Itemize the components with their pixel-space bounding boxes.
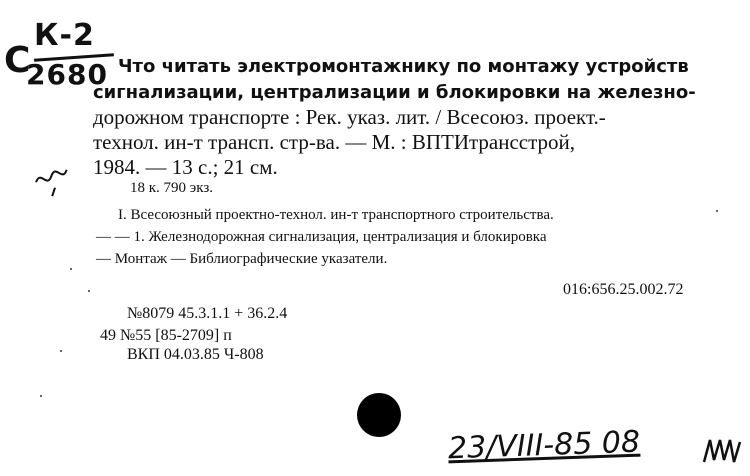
initials-mark — [700, 432, 744, 468]
speck — [70, 268, 72, 270]
description-line-3: 1984. — 13 с.; 21 см. — [93, 155, 278, 179]
call-number-prefix: С — [4, 40, 31, 81]
code-line-2: 49 №55 [85-2709] п — [100, 327, 232, 344]
udc-code: 016:656.25.002.72 — [563, 281, 684, 298]
tracing-line-1: I. Всесоюзный проектно-технол. ин-т транспортного строительства. — [118, 207, 554, 223]
speck — [40, 395, 42, 397]
description-line-1: дорожном транспорте : Рек. указ. лит. / Всесоюз. проект.- — [93, 105, 606, 129]
edition-info: 18 к. 790 экз. — [130, 180, 213, 196]
tracing-line-2: — — 1. Железнодорожная сигнализация, централизация и блокировка — [96, 229, 547, 245]
code-line-1: №8079 45.3.1.1 + 36.2.4 — [127, 305, 288, 322]
speck — [60, 350, 62, 352]
margin-scribble-mark — [29, 155, 74, 200]
tracing-line-3: — Монтаж — Библиографические указатели. — [96, 251, 388, 267]
description-line-2: технол. ин-т трансп. стр-ва. — М. : ВПТИтрансстрой, — [93, 130, 576, 154]
call-number-bottom: 2680 — [26, 58, 108, 91]
margin-scribble — [29, 155, 75, 205]
code-line-3: ВКП 04.03.85 Ч-808 — [127, 346, 264, 363]
punch-hole — [357, 393, 401, 437]
handwritten-initials — [700, 432, 744, 476]
handwritten-date: 23/VIII-85 08 — [447, 424, 641, 467]
title-line-1: Что читать электромонтажнику по монтажу устройств — [118, 56, 689, 77]
speck — [716, 210, 718, 212]
title-line-2: сигнализации, централизации и блокировки на железно- — [93, 82, 696, 103]
call-number-top: К-2 — [34, 18, 95, 53]
speck — [88, 290, 90, 292]
